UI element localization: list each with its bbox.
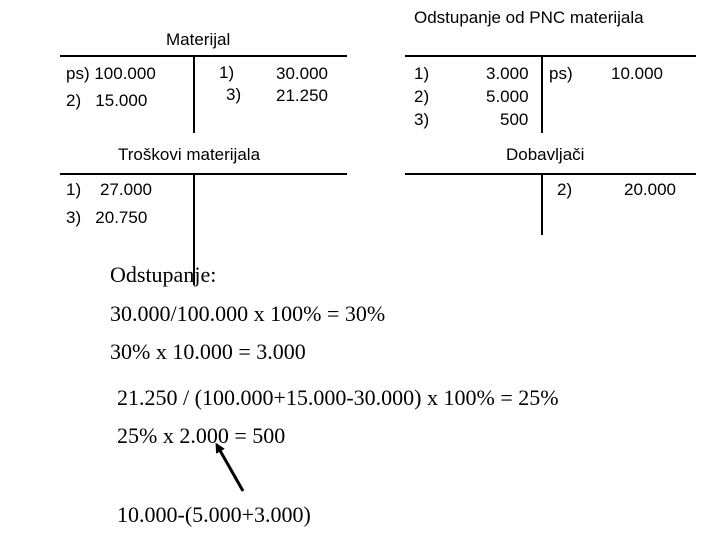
- calc-line-4: 25% x 2.000 = 500: [117, 423, 286, 448]
- calc-heading: Odstupanje:: [110, 262, 217, 287]
- materijal-credit-value-2: 21.250: [276, 86, 328, 105]
- odstupanje-title: Odstupanje od PNC materijala: [414, 8, 644, 27]
- calc-line-1: 30.000/100.000 x 100% = 30%: [110, 301, 386, 326]
- odstupanje-debit-value-3: 500: [500, 110, 529, 129]
- materijal-debit-1: ps) 100.000: [66, 64, 156, 83]
- dobavljaci-title: Dobavljači: [506, 145, 585, 164]
- odstupanje-debit-ref-1: 1): [414, 64, 430, 83]
- materijal-credit-ref-2: 3): [226, 85, 242, 104]
- calc-line-2: 30% x 10.000 = 3.000: [110, 339, 306, 364]
- materijal-credit-value-1: 30.000: [276, 64, 328, 83]
- calc-note: 10.000-(5.000+3.000): [117, 502, 311, 527]
- dobavljaci-credit-value: 20.000: [624, 180, 676, 199]
- dobavljaci-credit-ref: 2): [557, 180, 573, 199]
- materijal-debit-2: 2) 15.000: [66, 91, 148, 110]
- materijal-credit-ref-1: 1): [219, 63, 235, 82]
- calc-line-3: 21.250 / (100.000+15.000-30.000) x 100% = 25%: [117, 385, 559, 410]
- troskovi-debit-1: 1) 27.000: [66, 180, 153, 199]
- troskovi-title: Troškovi materijala: [118, 145, 261, 164]
- materijal-title: Materijal: [166, 30, 231, 49]
- odstupanje-credit-value: 10.000: [611, 64, 663, 83]
- troskovi-debit-2: 3) 20.750: [66, 208, 148, 227]
- odstupanje-credit-ref: ps): [549, 64, 573, 83]
- odstupanje-debit-ref-2: 2): [414, 87, 430, 106]
- odstupanje-debit-ref-3: 3): [414, 110, 430, 129]
- odstupanje-debit-value-1: 3.000: [486, 64, 529, 83]
- odstupanje-debit-value-2: 5.000: [486, 87, 529, 106]
